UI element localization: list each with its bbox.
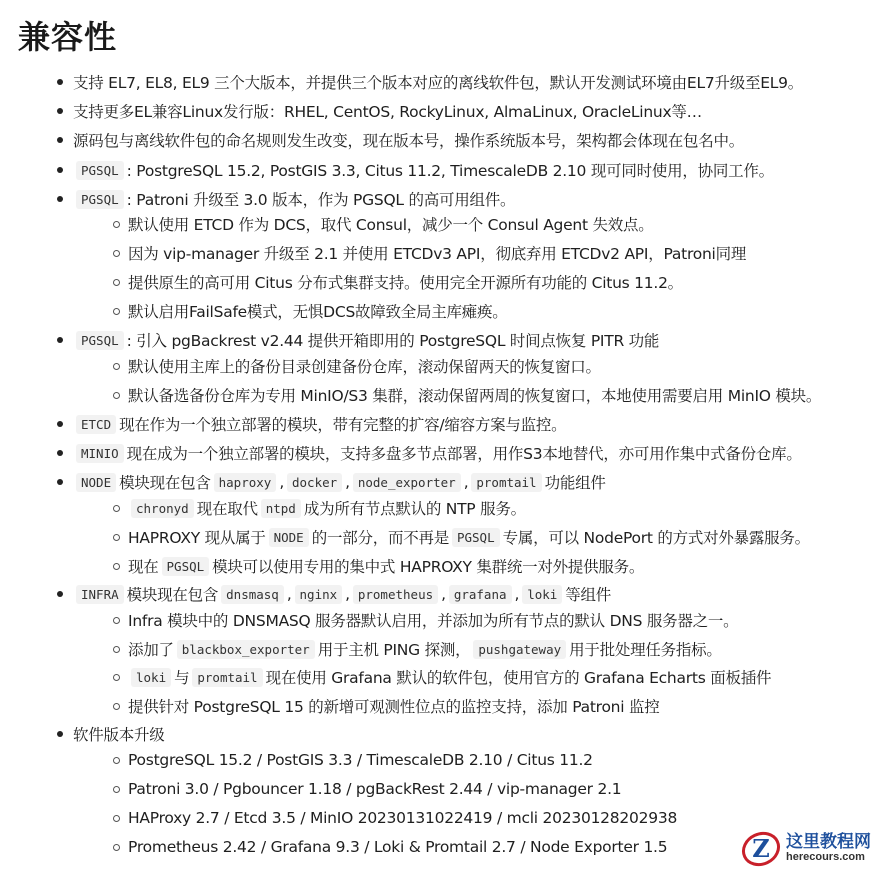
inline-code: PGSQL <box>452 528 500 547</box>
inline-code: NODE <box>269 528 309 547</box>
sub-list-item: 提供针对 PostgreSQL 15 的新增可观测性位点的监控支持，添加 Patroni 监控 <box>0 692 890 720</box>
sub-list-item: HAProxy 2.7 / Etcd 3.5 / MinIO 20230131022419 / mcli 20230128202938 <box>0 804 890 832</box>
inline-code: PGSQL <box>76 331 124 350</box>
inline-code: promtail <box>192 668 262 687</box>
inline-code: blackbox_exporter <box>177 640 315 659</box>
inline-code: PGSQL <box>76 190 124 209</box>
inline-code: prometheus <box>353 585 438 604</box>
list-item: PGSQL : 引入 pgBackrest v2.44 提供开箱即用的 PostgreSQL 时间点恢复 PITR 功能 <box>0 326 890 354</box>
list-item: 支持 EL7, EL8, EL9 三个大版本，并提供三个版本对应的离线软件包，默认开发测试环境由EL7升级至EL9。 <box>0 68 890 96</box>
inline-code: ETCD <box>76 415 116 434</box>
sub-list-item: 默认启用FailSafe模式，无惧DCS故障致全局主库瘫痪。 <box>0 297 890 325</box>
inline-code: dnsmasq <box>221 585 284 604</box>
sub-list-item: 提供原生的高可用 Citus 分布式集群支持。使用完全开源所有功能的 Citus 11.2。 <box>0 268 890 296</box>
sub-list-item: Prometheus 2.42 / Grafana 9.3 / Loki & Promtail 2.7 / Node Exporter 1.5 <box>0 833 890 861</box>
list-item: 软件版本升级 <box>0 720 890 748</box>
list-item: PGSQL : PostgreSQL 15.2, PostGIS 3.3, Citus 11.2, TimescaleDB 2.10 现可同时使用，协同工作。 <box>0 156 890 184</box>
inline-code: PGSQL <box>76 161 124 180</box>
inline-code: NODE <box>76 473 116 492</box>
inline-code: chronyd <box>131 499 194 518</box>
watermark-url: herecours.com <box>786 851 865 864</box>
sub-list-item: HAPROXY 现从属于 NODE 的一部分，而不再是 PGSQL 专属，可以 NodePort 的方式对外暴露服务。 <box>0 523 890 551</box>
sub-list-item: Infra 模块中的 DNSMASQ 服务器默认启用，并添加为所有节点的默认 DNS 服务器之一。 <box>0 606 890 634</box>
inline-code: loki <box>522 585 562 604</box>
list-item: MINIO 现在成为一个独立部署的模块，支持多盘多节点部署，用作S3本地替代，亦可用作集中式备份仓库。 <box>0 439 890 467</box>
sub-list-item: 添加了 blackbox_exporter 用于主机 PING 探测， pushgateway 用于批处理任务指标。 <box>0 635 890 663</box>
sub-list-item: loki 与 promtail 现在使用 Grafana 默认的软件包，使用官方的 Grafana Echarts 面板插件 <box>0 663 890 691</box>
sub-list-item: PostgreSQL 15.2 / PostGIS 3.3 / TimescaleDB 2.10 / Citus 11.2 <box>0 746 890 774</box>
inline-code: loki <box>131 668 171 687</box>
sub-list-item: 默认使用主库上的备份目录创建备份仓库，滚动保留两天的恢复窗口。 <box>0 352 890 380</box>
inline-code: INFRA <box>76 585 124 604</box>
sub-list-item: 默认使用 ETCD 作为 DCS，取代 Consul，减少一个 Consul Agent 失效点。 <box>0 210 890 238</box>
svg-text:Z: Z <box>752 834 770 863</box>
list-item: 源码包与离线软件包的命名规则发生改变，现在版本号，操作系统版本号，架构都会体现在包名中。 <box>0 126 890 154</box>
sub-list-item: 默认备选备份仓库为专用 MinIO/S3 集群，滚动保留两周的恢复窗口，本地使用需要启用 MinIO 模块。 <box>0 381 890 409</box>
list-item: PGSQL : Patroni 升级至 3.0 版本，作为 PGSQL 的高可用组件。 <box>0 185 890 213</box>
sub-list-item: chronyd 现在取代 ntpd 成为所有节点默认的 NTP 服务。 <box>0 494 890 522</box>
inline-code: PGSQL <box>162 557 210 576</box>
inline-code: MINIO <box>76 444 124 463</box>
inline-code: haproxy <box>214 473 277 492</box>
watermark-title: 这里教程网 <box>786 831 871 852</box>
page-title: 兼容性 <box>18 18 118 56</box>
inline-code: node_exporter <box>353 473 461 492</box>
list-item: INFRA 模块现在包含 dnsmasq , nginx , prometheus , grafana , loki 等组件 <box>0 580 890 608</box>
sub-list-item: Patroni 3.0 / Pgbouncer 1.18 / pgBackRest 2.44 / vip-manager 2.1 <box>0 775 890 803</box>
list-item: 支持更多EL兼容Linux发行版：RHEL, CentOS, RockyLinux, AlmaLinux, OracleLinux等… <box>0 97 890 125</box>
sub-list-item: 因为 vip-manager 升级至 2.1 并使用 ETCDv3 API，彻底弃用 ETCDv2 API，Patroni同理 <box>0 239 890 267</box>
inline-code: grafana <box>449 585 512 604</box>
list-item: ETCD 现在作为一个独立部署的模块，带有完整的扩容/缩容方案与监控。 <box>0 410 890 438</box>
list-item: NODE 模块现在包含 haproxy , docker , node_exporter , promtail 功能组件 <box>0 468 890 496</box>
inline-code: promtail <box>471 473 541 492</box>
sub-list-item: 现在 PGSQL 模块可以使用专用的集中式 HAPROXY 集群统一对外提供服务。 <box>0 552 890 580</box>
watermark-logo-icon <box>738 825 784 871</box>
watermark <box>738 824 888 872</box>
inline-code: ntpd <box>261 499 301 518</box>
inline-code: nginx <box>295 585 343 604</box>
inline-code: pushgateway <box>473 640 566 659</box>
inline-code: docker <box>287 473 342 492</box>
